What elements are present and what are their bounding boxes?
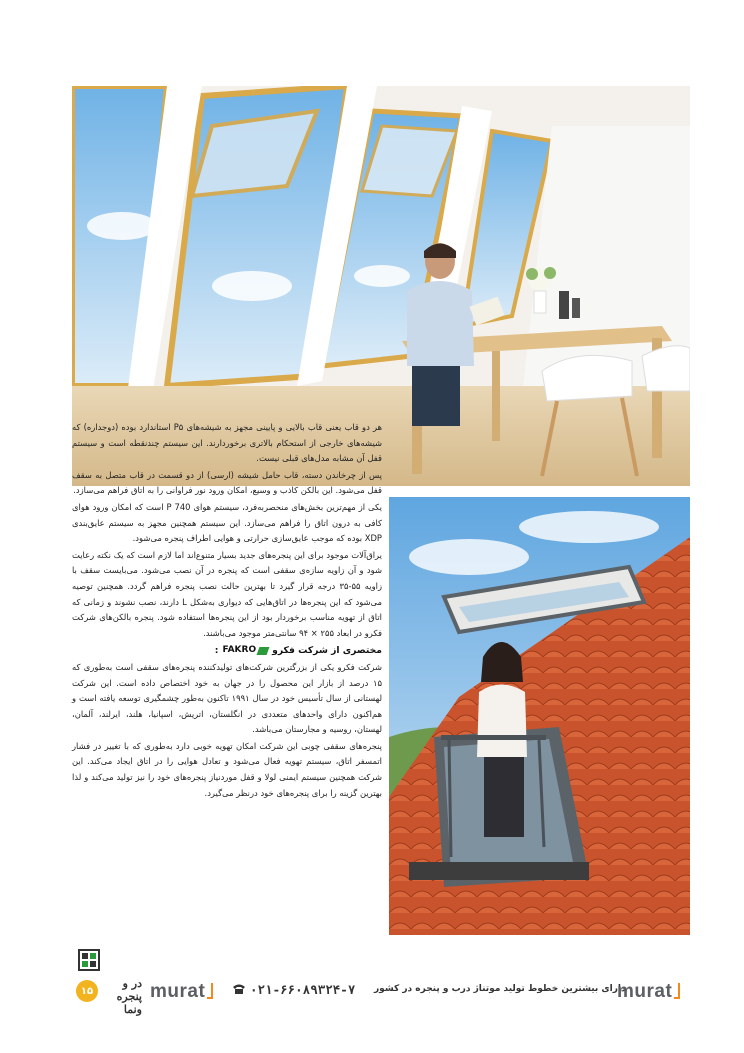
murat-logo-right <box>617 981 680 1003</box>
fakro-logo-text: FAKRO <box>222 645 257 656</box>
magazine-logo <box>72 945 142 1016</box>
magazine-title: در و پنجره ونما <box>116 977 142 1016</box>
window-grid-icon <box>78 949 100 971</box>
section-paragraph: پنجره‌های سقفی چوبی این شرکت امکان تهویه خوبی دارد به‌طوری که با تغییر در فشار اتمسفر اتاق، سیستم تهویه فعال می‌شود و تعادل هوایی را در اتاق ایجاد می‌کند. این شرکت همچنین سیستم ایمنی لولا و قفل موردنیاز پنجره‌های خود را نیز تولید می‌کند و لذا بهترین گزینه را برای پنجره‌های خود درنظر می‌گیرد. <box>72 740 382 798</box>
article-paragraph: یکی از مهم‌ترین بخش‌های منحصربه‌فرد، سیستم هوای P 740 است که امکان ورود هوای کافی به درون اتاق را فراهم می‌سازد. این سیستم همچنین مجهز به سیستم عایق‌بندی XDP بوده که موجب عایق‌سازی حرارتی و هوایی اطراف پنجره می‌شود. <box>72 501 382 544</box>
murat-bracket-icon <box>207 983 213 999</box>
phone-number: ۰۲۱-۶۶۰۸۹۳۲۴-۷ <box>250 982 356 997</box>
murat-logo-text: murat <box>617 981 673 1002</box>
section-paragraph: شرکت فکرو یکی از بزرگترین شرکت‌های تولیدکننده پنجره‌های سقفی است به‌طوری که ۱۵ درصد از بازار این محصول را در جهان به خود اختصاص داده است. این شرکت لهستانی از سال تأسیس خود در سال ۱۹۹۱ تاکنون به‌طور چشمگیری توسعه یافته است و هم‌اکنون دارای واحدهای متعددی در انگلستان، اتریش، اسپانیا، هلند، ایرلند، آلمان، لهستان، روسیه و مجارستان می‌باشد. <box>72 661 382 735</box>
fakro-mark-icon <box>257 647 270 655</box>
page-footer <box>72 945 690 1016</box>
article-text <box>72 420 382 802</box>
roof-balcony-window-photo <box>389 497 690 935</box>
article-paragraph: یراق‌آلات موجود برای این پنجره‌های جدید بسیار متنوع‌اند اما لازم است که یک نکته رعایت شود و آن زاویه سازه‌ی سقفی است که پنجره در آن نصب می‌شود. می‌بایست سقف با زاویه ۵۵-۳۵ درجه قرار گیرد تا بهترین حالت نصب پنجره فراهم گردد. همچنین توصیه می‌شود که این پنجره‌ها در اتاق‌هایی که دیواری به‌شکل L دارند، نصب نشوند و زمانی که اتاق از تهویه مناسب برخوردار بود از این پنجره‌ها استفاده شود. پنجره بالکن‌های شرکت فکرو در ابعاد ۲۵۵ × ۹۴ سانتی‌متر موجود می‌باشند. <box>72 549 383 638</box>
article-paragraph: پس از چرخاندن دسته، قاب حامل شیشه (ارسی) از دو قسمت در قاب متصل به سقف قفل می‌شود. این بالکن کاذب و وسیع، امکان ورود نور فراوانی را به اتاق فراهم می‌سازد. <box>72 469 382 496</box>
murat-logo-left <box>150 981 213 1003</box>
footer-slogan: دارای بیشترین خطوط تولید موتناژ درب و پنجره در کشور <box>374 984 626 994</box>
section-heading-text: مختصری از شرکت فکرو <box>272 645 382 657</box>
phone-icon <box>232 983 246 995</box>
murat-logo-text: murat <box>150 981 206 1002</box>
page-number: ۱۵ <box>76 980 98 1002</box>
fakro-logo <box>222 643 268 659</box>
murat-bracket-icon <box>674 983 680 999</box>
article-paragraph: هر دو قاب یعنی قاب بالایی و پایینی مجهز به شیشه‌های P۵ استاندارد بوده (دوجداره) که شیشه‌های خارجی از استحکام بالاتری برخوردارند. این سیستم چندنقطه است و سیستم قفل آن مشابه مدل‌های قبلی نیست. <box>72 422 383 464</box>
section-heading: مختصری از شرکت فکرو FAKRO : <box>72 643 382 659</box>
